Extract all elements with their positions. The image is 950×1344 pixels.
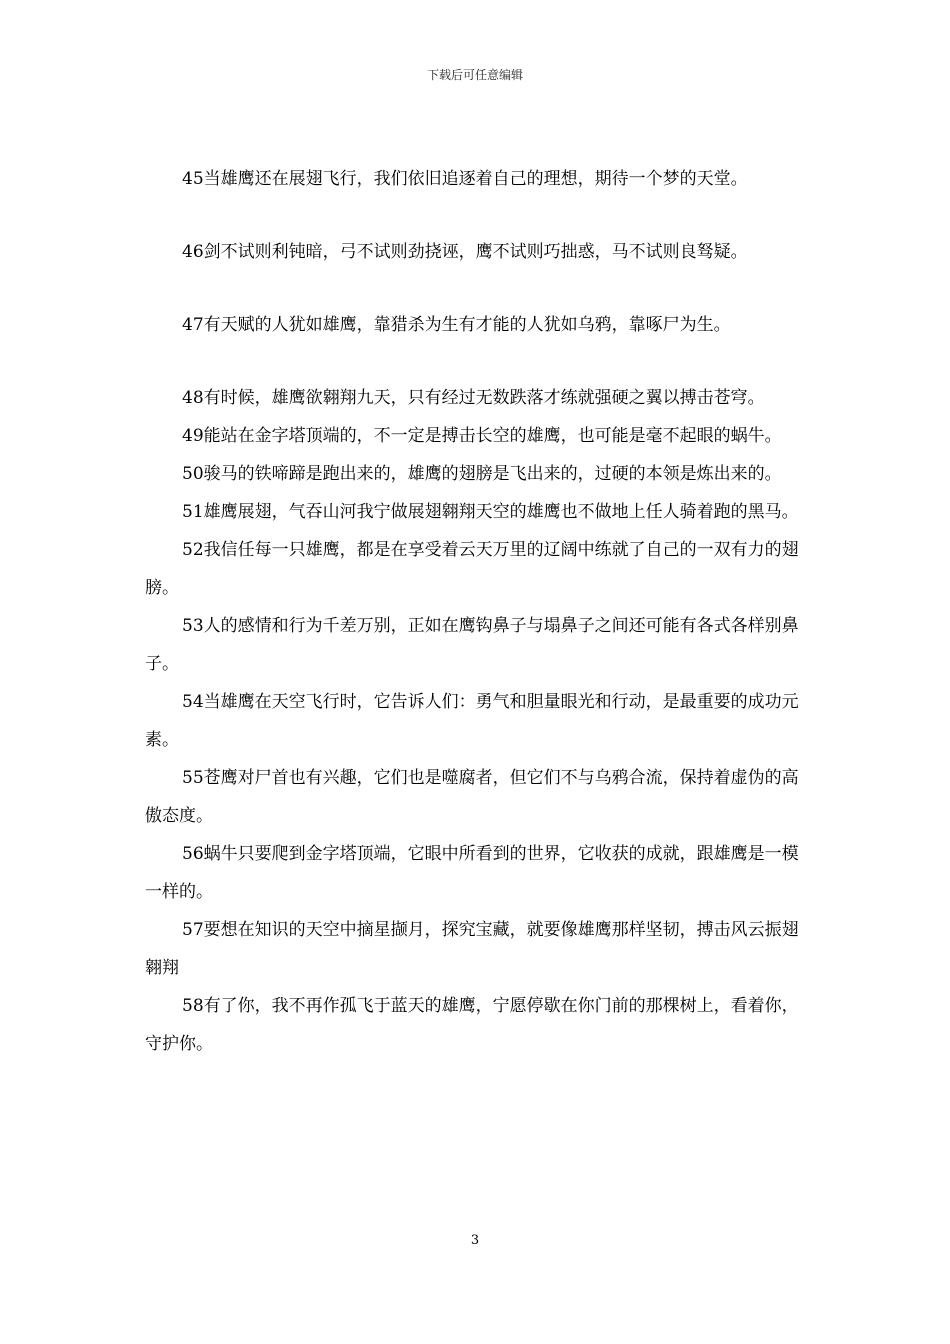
paragraph-48: 48有时候，雄鹰欲翱翔九天，只有经过无数跌落才练就强硬之翼以搏击苍穹。 [182, 388, 765, 408]
paragraph-47: 47有天赋的人犹如雄鹰，靠猎杀为生有才能的人犹如乌鸦，靠啄尸为生。 [182, 315, 731, 335]
paragraph-54: 54当雄鹰在天空飞行时，它告诉人们：勇气和胆量眼光和行动，是最重要的成功元素。 [145, 692, 799, 750]
paragraph-50: 50骏马的铁啼蹄是跑出来的，雄鹰的翅膀是飞出来的，过硬的本领是炼出来的。 [182, 464, 782, 484]
paragraph-46: 46剑不试则利钝暗，弓不试则劲挠诬，鹰不试则巧拙惑，马不试则良驽疑。 [182, 242, 748, 262]
document-body [145, 160, 815, 1063]
paragraph-55: 55苍鹰对尸首也有兴趣，它们也是噬腐者，但它们不与乌鸦合流，保持着虚伪的高傲态度。 [145, 768, 799, 826]
page-header: 下载后可任意编辑 [426, 68, 523, 82]
page-number: 3 [470, 1233, 480, 1248]
paragraph-51: 51雄鹰展翅，气吞山河我宁做展翅翱翔天空的雄鹰也不做地上任人骑着跑的黑马。 [182, 502, 799, 522]
paragraph-49: 49能站在金字塔顶端的，不一定是搏击长空的雄鹰，也可能是毫不起眼的蜗牛。 [182, 426, 782, 446]
paragraph-53: 53人的感情和行为千差万别，正如在鹰钩鼻子与塌鼻子之间还可能有各式各样别鼻子。 [145, 616, 799, 674]
paragraph-52: 52我信任每一只雄鹰，都是在享受着云天万里的辽阔中练就了自己的一双有力的翅膀。 [145, 540, 799, 598]
paragraph-58: 58有了你，我不再作孤飞于蓝天的雄鹰，宁愿停歇在你门前的那棵树上，看着你，守护你。 [145, 996, 799, 1054]
paragraph-56: 56蜗牛只要爬到金字塔顶端，它眼中所看到的世界，它收获的成就，跟雄鹰是一模一样的。 [145, 844, 799, 902]
paragraph-57: 57要想在知识的天空中摘星撷月，探究宝藏，就要像雄鹰那样坚韧，搏击风云振翅翱翔 [145, 920, 799, 978]
paragraph-45: 45当雄鹰还在展翅飞行，我们依旧追逐着自己的理想，期待一个梦的天堂。 [182, 169, 748, 189]
